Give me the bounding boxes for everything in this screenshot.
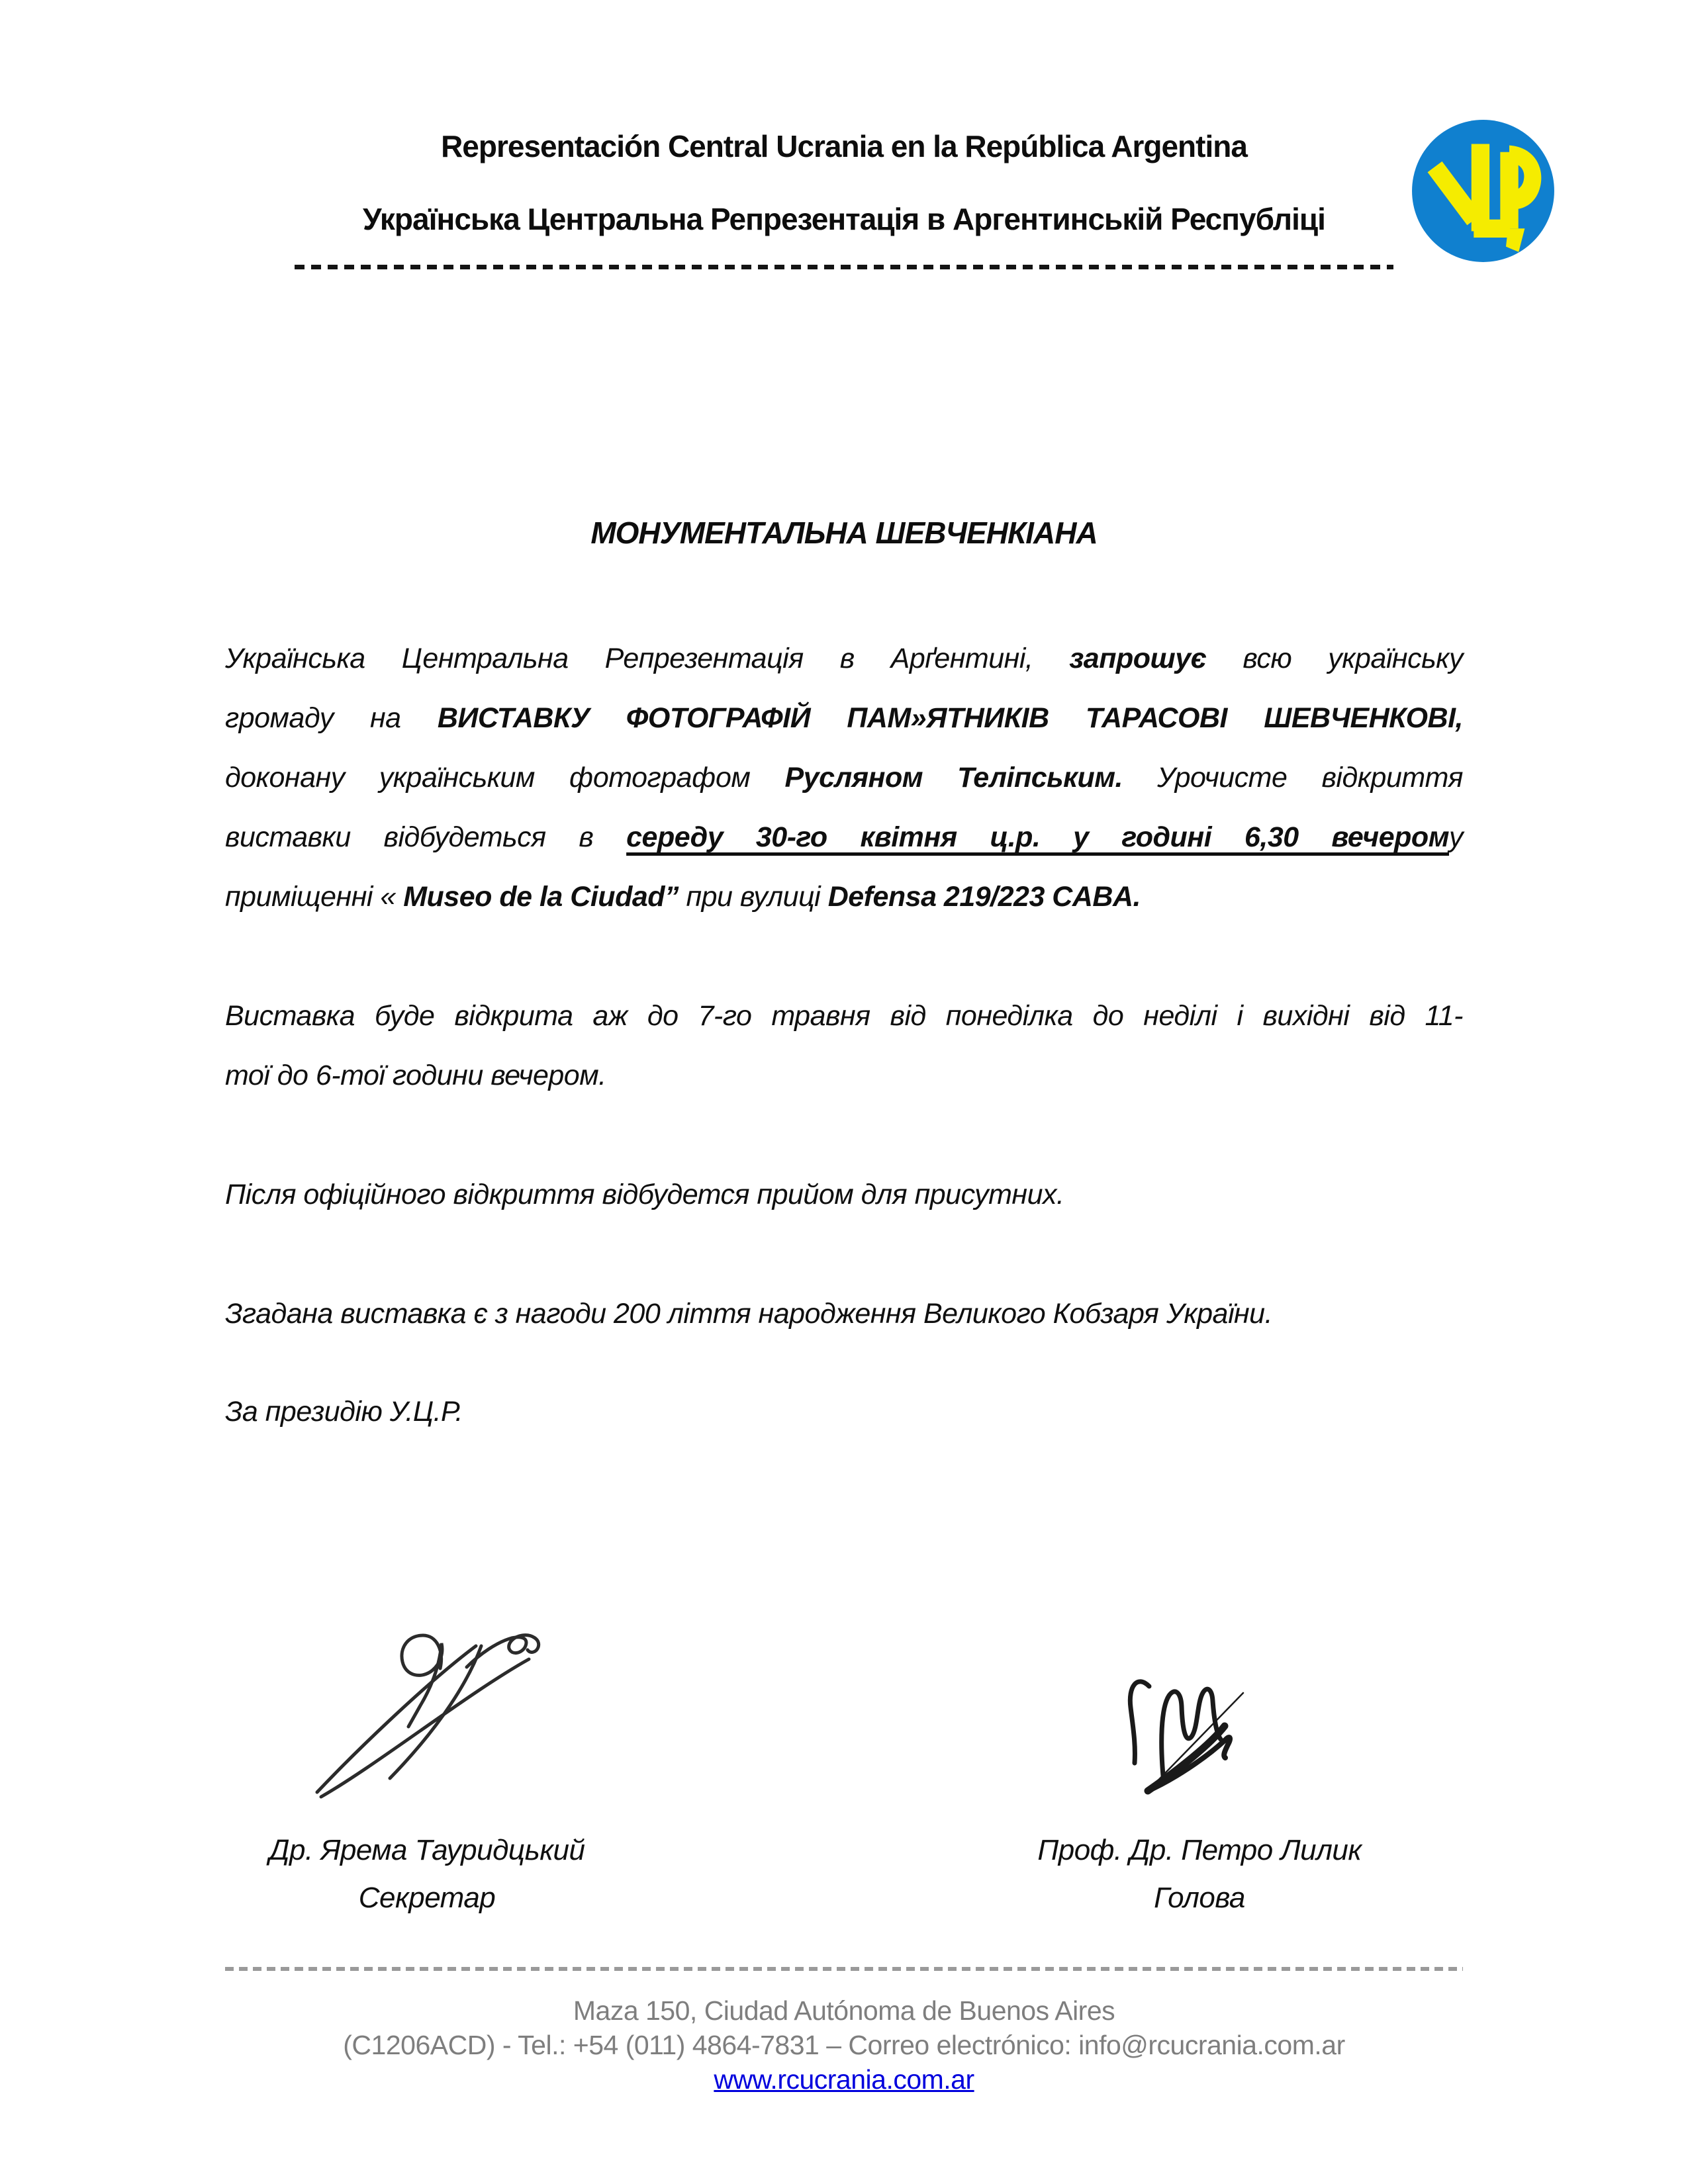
body-run-bold: Defensa 219/223 CABA. bbox=[827, 881, 1141, 913]
signature-left-scribble bbox=[310, 1605, 595, 1800]
body-run: всю українську bbox=[1206, 643, 1463, 674]
paragraph-reception bbox=[225, 1165, 1463, 1224]
body-line bbox=[225, 867, 1463, 927]
footer-divider bbox=[225, 1967, 1463, 1971]
signatory-right-name: Проф. Др. Петро Лилик bbox=[1037, 1834, 1362, 1866]
body-run: Українська Центральна Репрезентація в Арґентині, bbox=[225, 643, 1070, 674]
document-title: МОНУМЕНТАЛЬНА ШЕВЧЕНКІАНА bbox=[590, 516, 1098, 550]
body-run-bold: запрошує bbox=[1069, 643, 1207, 674]
signatory-right bbox=[988, 1827, 1411, 1922]
body-line: Згадана виставка є з нагоди 200 ліття народження Великого Кобзаря України. bbox=[225, 1298, 1273, 1330]
body-run-bold: Русляном Теліпським. bbox=[784, 762, 1123, 794]
body-run: при вулиці bbox=[679, 881, 828, 913]
footer-address: Maza 150, Ciudad Autónoma de Buenos Aires bbox=[573, 1995, 1115, 2026]
org-name-spanish: Representación Central Ucrania en la República Argentina bbox=[441, 129, 1247, 163]
signatory-right-role: Голова bbox=[1154, 1882, 1245, 1914]
body-run: доконану українським фотографом bbox=[225, 762, 785, 794]
body-line bbox=[225, 807, 1463, 867]
signatory-left bbox=[215, 1827, 639, 1922]
letterhead bbox=[225, 127, 1463, 269]
ucr-monogram-icon bbox=[1409, 117, 1557, 265]
ucr-logo-icon bbox=[1409, 117, 1557, 265]
paragraph-schedule bbox=[225, 986, 1463, 1105]
body-line bbox=[225, 748, 1463, 807]
header-divider bbox=[295, 265, 1393, 269]
body-run: виставки відбудеться в bbox=[225, 821, 627, 853]
body-run: приміщенні « bbox=[225, 881, 404, 913]
footer bbox=[159, 1993, 1529, 2097]
footer-contact: (C1206ACD) - Tel.: +54 (011) 4864-7831 – Correo electrónico: info@rcucrania.com.ar bbox=[343, 2030, 1345, 2060]
signatory-left-name: Др. Ярема Тауридцький bbox=[269, 1834, 585, 1866]
body-run-bold-underline: середу 30-го квітня ц.р. у годині 6,30 вечером bbox=[626, 821, 1449, 853]
body-line: За президію У.Ц.Р. bbox=[225, 1396, 463, 1428]
body-line bbox=[225, 688, 1463, 748]
body-run: громаду на bbox=[225, 702, 438, 734]
signature-secretary bbox=[310, 1605, 595, 1800]
footer-website-link[interactable]: www.rcucrania.com.ar bbox=[714, 2064, 974, 2095]
paragraph-presidium bbox=[225, 1382, 1463, 1441]
body-run: у bbox=[1449, 821, 1463, 853]
org-name-ukrainian: Українська Центральна Репрезентація в Аргентинській Республіці bbox=[363, 202, 1325, 236]
body-run: Урочисте відкриття bbox=[1122, 762, 1463, 794]
signatory-left-role: Секретар bbox=[358, 1882, 496, 1914]
body-line: Після офіційного відкриття відбудется прийом для присутних. bbox=[225, 1179, 1064, 1210]
signature-right-scribble bbox=[1125, 1669, 1251, 1798]
body-line: Виставка буде відкрита аж до 7-го травня від понеділка до неділі і вихідні від 11- bbox=[225, 1000, 1463, 1032]
body-line bbox=[225, 629, 1463, 688]
signature-president bbox=[1125, 1669, 1251, 1798]
document-body bbox=[225, 629, 1463, 1501]
paragraph-anniversary bbox=[225, 1284, 1463, 1343]
body-line: тої до 6-тої години вечером. bbox=[225, 1060, 606, 1091]
body-run-bold: Museo de la Ciudad” bbox=[403, 881, 679, 913]
body-run-bold: ВИСТАВКУ ФОТОГРАФІЙ ПАМ»ЯТНИКІВ ТАРАСОВІ ШЕВЧЕНКОВІ, bbox=[437, 702, 1464, 734]
paragraph-invitation bbox=[225, 629, 1463, 927]
